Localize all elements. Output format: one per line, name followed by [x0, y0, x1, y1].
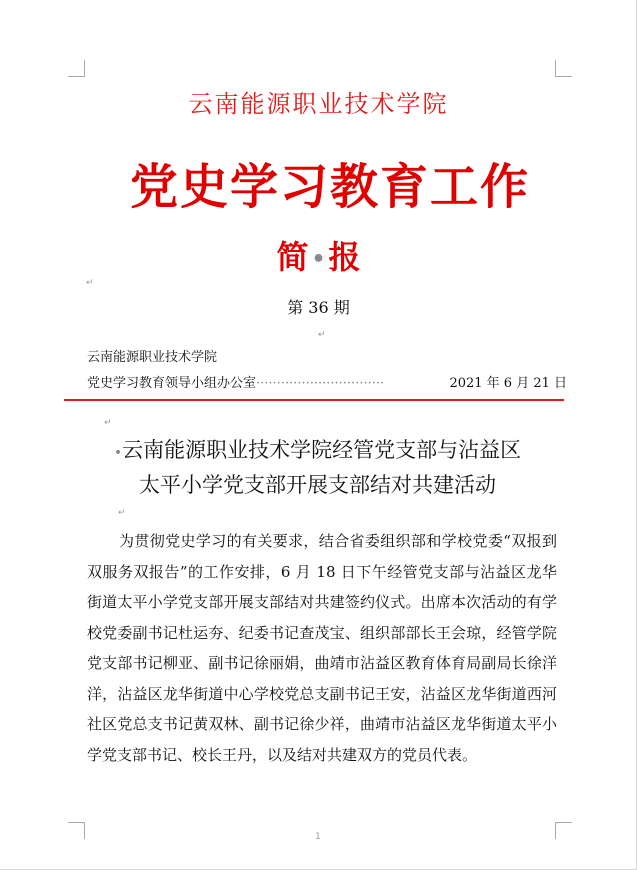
- bulletin-subtitle: [0, 232, 637, 278]
- issue-number: 第 36 期: [287, 298, 350, 317]
- institution-name: 云南能源职业技术学院: [188, 90, 449, 118]
- dot-leader: ·······························: [256, 376, 385, 391]
- meta-institution: 云南能源职业技术学院: [87, 350, 218, 365]
- subtitle-dot: •: [311, 246, 326, 272]
- article-body: 为贯彻党史学习的有关要求，结合省委组织部和学校党委“双报到双服务双报告”的工作安排，6 月 18 日下午经管党支部与沾益区龙华街道太平小学党支部开展支部结对共建签约仪式。出席本次活动的有学校党委副书记杜运夯、纪委书记查茂宝、组织部部长王会琼，经管学院党支部书记柳亚、副书记徐丽娟，曲靖市沾益区教育体育局副局长徐洋洋，沾益区龙华街道中心学校党总支副书记王安，沾益区龙华街道西河社区党总支书记黄双林、副书记徐少祥，曲靖市沾益区龙华街道太平小学党支部书记、校长王丹，以及结对共建双方的党员代表。: [87, 532, 557, 764]
- paragraph-mark: ↵: [104, 418, 112, 428]
- meta-office-line: [87, 372, 567, 391]
- paragraph-mark: ↵: [86, 278, 94, 288]
- publish-date: 2021 年 6 月 21 日: [449, 376, 567, 391]
- margin-corner-bottom-left: [68, 822, 85, 839]
- article-title-line2: 太平小学党支部开展支部结对共建活动: [139, 473, 496, 497]
- article-title: [70, 434, 565, 501]
- subtitle-right: 报: [328, 238, 361, 276]
- article-title-line1: •云南能源职业技术学院经管党支部与沾益区: [113, 438, 522, 462]
- paragraph-mark: ↵: [318, 330, 326, 340]
- margin-corner-top-right: [555, 60, 572, 77]
- bulletin-main-title: 党史学习教育工作: [129, 159, 530, 215]
- margin-corner-top-left: [68, 60, 85, 77]
- red-divider-line: [64, 399, 564, 401]
- margin-corner-bottom-right: [555, 822, 572, 839]
- page-number: 1: [315, 832, 321, 842]
- paragraph-mark: ↵: [118, 508, 126, 518]
- subtitle-left: 简: [276, 238, 309, 276]
- meta-office: 党史学习教育领导小组办公室: [87, 376, 257, 391]
